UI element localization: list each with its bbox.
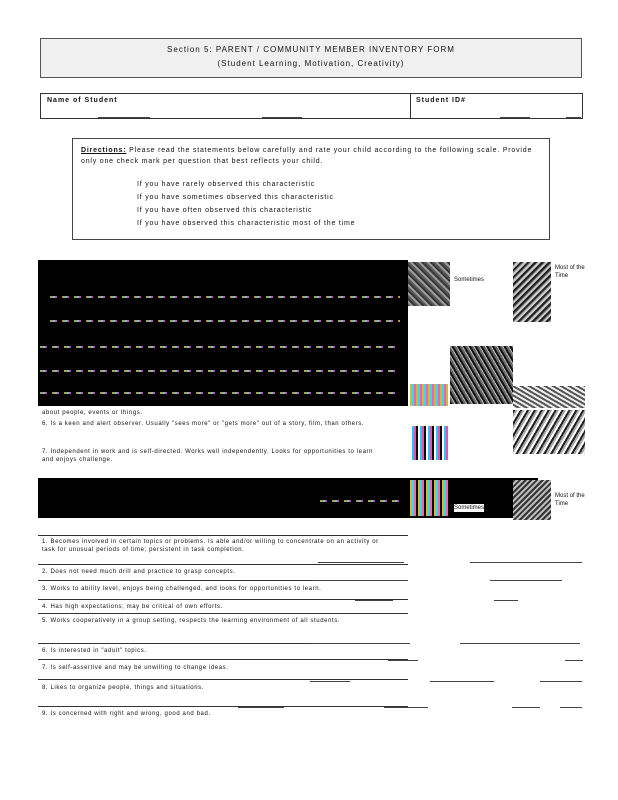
table2-item-7: 7. Is self-assertive and may be unwilling to change ideas. [42, 665, 229, 671]
table1-item-6: 6. Is a keen and alert observer. Usually "sees more" or "gets more" out of a story, film, than others. [42, 421, 365, 427]
name-id-divider [410, 94, 411, 118]
directions-label: Directions: [81, 147, 127, 154]
table2-item-2: 2. Does not need much drill and practice to grasp concepts. [42, 569, 236, 575]
id-blank-1[interactable] [500, 117, 530, 118]
answer-blank-6a[interactable] [388, 660, 418, 661]
row-line-2 [38, 564, 408, 565]
scale-option-rarely: If you have rarely observed this characteristic [137, 181, 316, 188]
table2-item-1: 1. Becomes involved in certain topics or problems. Is able and/or willing to concentrate on an activity or task for unusual periods of time; persistent in task completion. [42, 539, 379, 553]
scale-option-often: If you have often observed this characteristic [137, 207, 313, 214]
answer-blank-8a[interactable] [238, 707, 284, 708]
form-title: Section 5: PARENT / COMMUNITY MEMBER INVENTORY FORM [167, 45, 455, 54]
name-blank-1[interactable] [98, 117, 150, 118]
noise-cell-a [408, 262, 450, 306]
scale-option-sometimes: If you have sometimes observed this characteristic [137, 194, 334, 201]
row-line-1 [38, 535, 408, 536]
row-line-5 [38, 613, 408, 614]
answer-blank-5b[interactable] [460, 643, 580, 644]
answer-blank-6b[interactable] [565, 660, 583, 661]
id-blank-2[interactable] [566, 117, 581, 118]
table2-item-4: 4. Has high expectations; may be critical of own efforts. [42, 604, 223, 610]
table1-corrupted-region [38, 260, 408, 406]
noise-cell-c [450, 346, 513, 404]
noise-cell-g [513, 410, 585, 454]
noise-cell-b [513, 262, 551, 322]
row-line-7 [38, 659, 408, 660]
table2-col-sometimes: Sometimes [454, 505, 485, 511]
answer-blank-3b[interactable] [494, 600, 518, 601]
directions-body: Please read the statements below carefully and rate your child according to the following scale. Provide only one check mark per question that best reflects your child. [81, 147, 533, 165]
student-info-row [40, 93, 583, 119]
scan-artifact-4 [40, 370, 400, 372]
answer-blank-3a[interactable] [355, 600, 393, 601]
scan-artifact-1 [50, 296, 400, 298]
answer-blank-8b[interactable] [384, 707, 428, 708]
table1-col-most: Most of the Time [555, 265, 585, 279]
noise-cell-i [513, 480, 551, 520]
form-title-box [40, 38, 582, 78]
scan-artifact-3 [40, 346, 400, 348]
scale-option-most: If you have observed this characteristic most of the time [137, 220, 356, 227]
table2-item-6: 6. Is interested in "adult" topics. [42, 648, 147, 654]
table2-item-9: 9. Is concerned with right and wrong, good and bad. [42, 711, 211, 717]
noise-cell-f [410, 426, 448, 460]
row-line-8 [38, 679, 408, 680]
answer-blank-2a[interactable] [312, 580, 408, 581]
table2-corrupted-header [38, 478, 538, 518]
noise-cell-d [410, 384, 448, 406]
scan-artifact-5 [40, 392, 400, 394]
scan-artifact-6 [320, 500, 400, 502]
directions-box [72, 138, 550, 240]
answer-blank-1b[interactable] [470, 562, 582, 563]
table2-item-8: 8. Likes to organize people, things and situations. [42, 685, 205, 691]
table1-col-sometimes: Sometimes [454, 277, 485, 283]
table2-item-3: 3. Works to ability level, enjoys being challenged, and looks for opportunities to learn. [42, 586, 322, 592]
noise-cell-h [410, 480, 448, 516]
table2-item-5: 5. Works cooperatively in a group setting, respects the learning environment of all students. [42, 618, 341, 624]
table1-item-7: 7. Independent in work and is self-directed. Works well independently. Looks for opportunities to learn and enjoys challenge. [42, 449, 374, 463]
scan-artifact-2 [50, 320, 400, 322]
table1-item-5-cont: about people, events or things. [42, 410, 143, 416]
answer-blank-7b[interactable] [430, 681, 494, 682]
noise-cell-e [513, 386, 585, 408]
name-blank-2[interactable] [262, 117, 302, 118]
answer-blank-2b[interactable] [490, 580, 562, 581]
row-line-4 [38, 599, 408, 600]
answer-blank-1a[interactable] [318, 562, 404, 563]
student-name-label: Name of Student [47, 97, 118, 104]
form-subtitle: (Student Learning, Motivation, Creativity) [217, 59, 405, 68]
answer-blank-7a[interactable] [310, 681, 350, 682]
answer-blank-8c[interactable] [512, 707, 540, 708]
answer-blank-7c[interactable] [540, 681, 582, 682]
row-line-9 [38, 706, 408, 707]
directions-text [81, 145, 541, 167]
answer-blank-5a[interactable] [310, 643, 410, 644]
student-id-label: Student ID# [416, 97, 466, 104]
answer-blank-8d[interactable] [560, 707, 582, 708]
table2-col-most: Most of the Time [555, 493, 585, 507]
